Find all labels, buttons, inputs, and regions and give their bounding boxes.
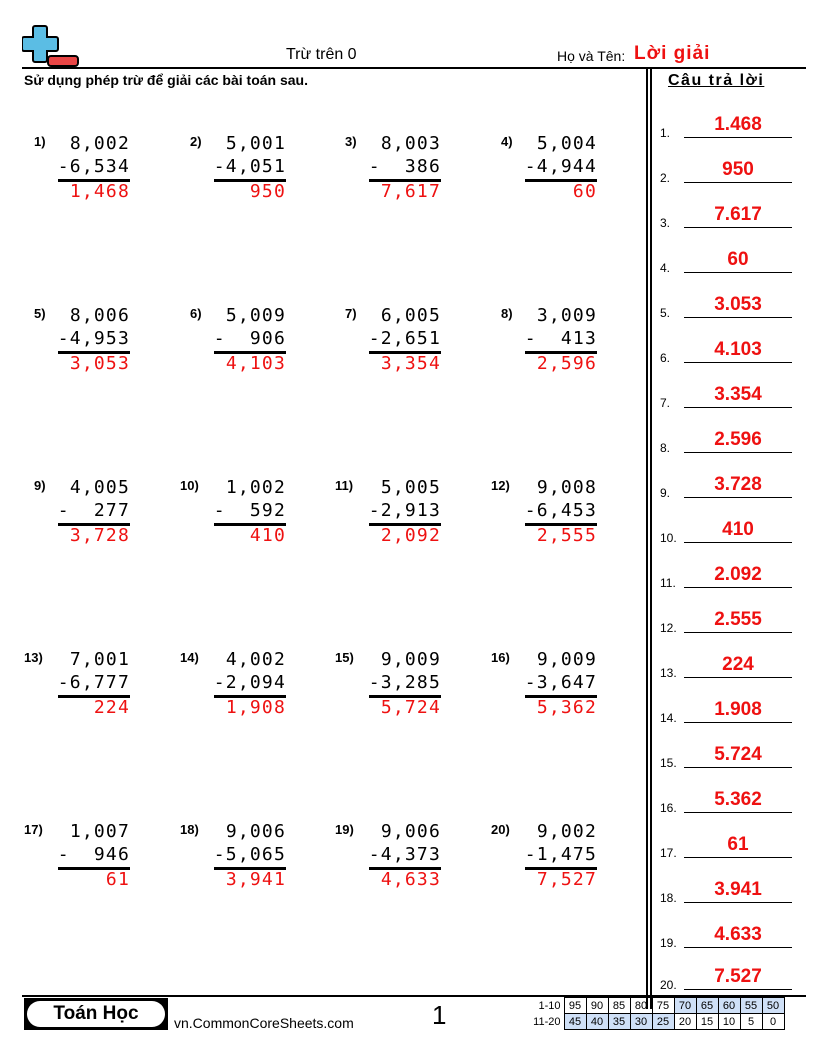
difference: 1,908 xyxy=(225,697,286,718)
problem xyxy=(34,128,130,218)
problem-number: 10) xyxy=(180,478,199,493)
score-cell: 15 xyxy=(696,1014,718,1030)
problem xyxy=(180,472,286,562)
score-row xyxy=(528,998,784,1014)
answer-row xyxy=(660,650,794,680)
score-cell: 95 xyxy=(564,998,586,1014)
score-table xyxy=(528,997,785,1030)
problem xyxy=(34,472,130,562)
score-row xyxy=(528,1014,784,1030)
page-number: 1 xyxy=(432,1000,447,1030)
subtrahend: -2,094 xyxy=(213,672,286,693)
answer-row xyxy=(660,200,794,230)
minuend: 8,006 xyxy=(69,305,130,326)
score-cell: 30 xyxy=(630,1014,652,1030)
minuend: 7,001 xyxy=(69,649,130,670)
answer-value: 4.633 xyxy=(714,924,762,945)
minuend: 4,005 xyxy=(69,477,130,498)
answer-number: 17. xyxy=(660,846,677,860)
problem xyxy=(345,300,441,390)
answer-row xyxy=(660,290,794,320)
answer-number: 13. xyxy=(660,666,677,680)
problem xyxy=(34,300,130,390)
minuend: 1,007 xyxy=(69,821,130,842)
subject-badge-label: Toán Học xyxy=(27,1001,165,1027)
answer-number: 1. xyxy=(660,126,671,140)
answer-number: 20. xyxy=(660,978,677,992)
subtrahend: - 592 xyxy=(213,500,286,521)
answer-number: 9. xyxy=(660,486,671,500)
difference: 3,941 xyxy=(225,869,286,890)
problem xyxy=(180,644,286,734)
minuend: 9,009 xyxy=(536,649,597,670)
answer-row xyxy=(660,830,794,860)
difference: 7,527 xyxy=(536,869,597,890)
subtrahend: - 277 xyxy=(57,500,130,521)
problem-number: 18) xyxy=(180,822,199,837)
answer-row xyxy=(660,245,794,275)
score-cell: 75 xyxy=(652,998,674,1014)
answer-value: 3.728 xyxy=(714,474,762,495)
answer-number: 18. xyxy=(660,891,677,905)
answer-line xyxy=(684,989,792,991)
answer-number: 4. xyxy=(660,261,671,275)
difference: 3,354 xyxy=(380,353,441,374)
answer-number: 5. xyxy=(660,306,671,320)
answer-column-divider xyxy=(646,69,652,1009)
difference: 5,724 xyxy=(380,697,441,718)
answer-row xyxy=(660,560,794,590)
answer-line xyxy=(684,722,792,724)
site-url: vn.CommonCoreSheets.com xyxy=(174,1015,354,1031)
minuend: 5,009 xyxy=(225,305,286,326)
answer-row xyxy=(660,605,794,635)
problem xyxy=(501,300,597,390)
problem xyxy=(335,644,441,734)
problem-number: 14) xyxy=(180,650,199,665)
difference: 7,617 xyxy=(380,181,441,202)
answer-value: 224 xyxy=(722,654,754,675)
subtrahend: - 386 xyxy=(368,156,441,177)
minuend: 9,006 xyxy=(225,821,286,842)
answer-number: 6. xyxy=(660,351,671,365)
score-cell: 5 xyxy=(740,1014,762,1030)
answer-line xyxy=(684,677,792,679)
subtrahend: -3,285 xyxy=(368,672,441,693)
minuend: 8,002 xyxy=(69,133,130,154)
problem-number: 1) xyxy=(34,134,46,149)
difference: 3,728 xyxy=(69,525,130,546)
score-cell: 50 xyxy=(762,998,784,1014)
problem xyxy=(335,816,441,906)
answer-value: 410 xyxy=(722,519,754,540)
answer-value: 61 xyxy=(727,834,749,855)
worksheet-title: Trừ trên 0 xyxy=(286,46,357,63)
answer-value: 1.468 xyxy=(714,114,762,135)
name-label: Họ và Tên: xyxy=(557,48,626,64)
problem-number: 15) xyxy=(335,650,354,665)
answer-line xyxy=(684,452,792,454)
problem xyxy=(335,472,441,562)
answer-line xyxy=(684,272,792,274)
problem xyxy=(24,816,130,906)
problem-number: 11) xyxy=(335,478,354,493)
problem-number: 9) xyxy=(34,478,46,493)
answer-row xyxy=(660,695,794,725)
subtrahend: -4,051 xyxy=(213,156,286,177)
score-cell: 90 xyxy=(586,998,608,1014)
answer-row xyxy=(660,155,794,185)
answer-value: 60 xyxy=(727,249,749,270)
minuend: 5,001 xyxy=(225,133,286,154)
answer-line xyxy=(684,227,792,229)
score-cell: 65 xyxy=(696,998,718,1014)
subtrahend: -5,065 xyxy=(213,844,286,865)
answer-key-header: Câu trả lời xyxy=(668,72,765,89)
problem xyxy=(491,644,597,734)
score-cell: 70 xyxy=(674,998,696,1014)
answer-line xyxy=(684,947,792,949)
problem-number: 5) xyxy=(34,306,46,321)
subtrahend: -1,475 xyxy=(524,844,597,865)
answer-value: 950 xyxy=(722,159,754,180)
answer-row xyxy=(660,380,794,410)
score-cell: 0 xyxy=(762,1014,784,1030)
score-cell: 60 xyxy=(718,998,740,1014)
subtrahend: -2,651 xyxy=(368,328,441,349)
answer-number: 11. xyxy=(660,576,676,590)
answer-value: 4.103 xyxy=(714,339,762,360)
score-cell: 45 xyxy=(564,1014,586,1030)
answer-line xyxy=(684,137,792,139)
minuend: 4,002 xyxy=(225,649,286,670)
problem xyxy=(501,128,597,218)
difference: 410 xyxy=(249,525,286,546)
minuend: 9,006 xyxy=(380,821,441,842)
minuend: 3,009 xyxy=(536,305,597,326)
answer-value: 7.527 xyxy=(714,966,762,987)
difference: 2,555 xyxy=(536,525,597,546)
subtrahend: -6,777 xyxy=(57,672,130,693)
answer-line xyxy=(684,632,792,634)
subtrahend: - 413 xyxy=(524,328,597,349)
difference: 4,103 xyxy=(225,353,286,374)
answer-line xyxy=(684,542,792,544)
answer-number: 14. xyxy=(660,711,677,725)
answer-row xyxy=(660,785,794,815)
answer-line xyxy=(684,362,792,364)
answer-line xyxy=(684,767,792,769)
difference: 1,468 xyxy=(69,181,130,202)
difference: 2,092 xyxy=(380,525,441,546)
difference: 2,596 xyxy=(536,353,597,374)
score-cell: 85 xyxy=(608,998,630,1014)
minuend: 1,002 xyxy=(225,477,286,498)
answer-value: 1.908 xyxy=(714,699,762,720)
minuend: 5,004 xyxy=(536,133,597,154)
problem-number: 13) xyxy=(24,650,43,665)
answer-row xyxy=(660,470,794,500)
difference: 950 xyxy=(249,181,286,202)
answer-row xyxy=(660,515,794,545)
logo-plus-minus-icon xyxy=(22,24,80,68)
answer-line xyxy=(684,407,792,409)
minuend: 6,005 xyxy=(380,305,441,326)
score-cell: 25 xyxy=(652,1014,674,1030)
answer-value: 2.596 xyxy=(714,429,762,450)
minuend: 5,005 xyxy=(380,477,441,498)
subtrahend: -4,373 xyxy=(368,844,441,865)
difference: 4,633 xyxy=(380,869,441,890)
name-value: Lời giải xyxy=(634,43,711,64)
answer-value: 3.053 xyxy=(714,294,762,315)
subtrahend: -6,453 xyxy=(524,500,597,521)
answer-number: 19. xyxy=(660,936,677,950)
answer-line xyxy=(684,587,792,589)
subtrahend: -4,944 xyxy=(524,156,597,177)
score-cell: 20 xyxy=(674,1014,696,1030)
answer-number: 3. xyxy=(660,216,671,230)
answer-number: 12. xyxy=(660,621,677,635)
problem-number: 7) xyxy=(345,306,357,321)
header-divider xyxy=(22,67,806,69)
answer-row xyxy=(660,740,794,770)
answer-value: 7.617 xyxy=(714,204,762,225)
answer-value: 2.555 xyxy=(714,609,762,630)
problem xyxy=(190,128,286,218)
problem xyxy=(190,300,286,390)
minuend: 9,002 xyxy=(536,821,597,842)
answer-number: 16. xyxy=(660,801,677,815)
subtrahend: -3,647 xyxy=(524,672,597,693)
problem-number: 16) xyxy=(491,650,510,665)
score-cell: 40 xyxy=(586,1014,608,1030)
answer-row xyxy=(660,110,794,140)
answer-value: 5.362 xyxy=(714,789,762,810)
answer-row xyxy=(660,962,794,992)
subtrahend: - 946 xyxy=(57,844,130,865)
problem-number: 17) xyxy=(24,822,43,837)
problem xyxy=(491,472,597,562)
subtrahend: -6,534 xyxy=(57,156,130,177)
difference: 224 xyxy=(93,697,130,718)
problem xyxy=(491,816,597,906)
score-cell: 55 xyxy=(740,998,762,1014)
answer-row xyxy=(660,920,794,950)
answer-row xyxy=(660,425,794,455)
answer-value: 3.354 xyxy=(714,384,762,405)
minuend: 9,009 xyxy=(380,649,441,670)
problem-number: 19) xyxy=(335,822,354,837)
problem-number: 4) xyxy=(501,134,513,149)
problem-number: 6) xyxy=(190,306,202,321)
score-cell: 35 xyxy=(608,1014,630,1030)
answer-line xyxy=(684,497,792,499)
answer-value: 2.092 xyxy=(714,564,762,585)
answer-number: 7. xyxy=(660,396,671,410)
answer-number: 2. xyxy=(660,171,671,185)
problem-number: 20) xyxy=(491,822,510,837)
answer-line xyxy=(684,182,792,184)
difference: 61 xyxy=(105,869,130,890)
answer-row xyxy=(660,875,794,905)
problem-number: 12) xyxy=(491,478,510,493)
problem-number: 3) xyxy=(345,134,357,149)
answer-line xyxy=(684,317,792,319)
score-row-label: 1-10 xyxy=(538,999,561,1012)
difference: 3,053 xyxy=(69,353,130,374)
minuend: 8,003 xyxy=(380,133,441,154)
minuend: 9,008 xyxy=(536,477,597,498)
answer-value: 3.941 xyxy=(714,879,762,900)
instructions: Sử dụng phép trừ để giải các bài toán sau. xyxy=(24,72,308,88)
problem xyxy=(345,128,441,218)
answer-row xyxy=(660,335,794,365)
difference: 60 xyxy=(572,181,597,202)
answer-line xyxy=(684,902,792,904)
score-cell: 10 xyxy=(718,1014,740,1030)
answer-line xyxy=(684,812,792,814)
problem xyxy=(180,816,286,906)
problem-number: 8) xyxy=(501,306,513,321)
score-row-label: 11-20 xyxy=(533,1015,561,1028)
score-cell: 80 xyxy=(630,998,652,1014)
subtrahend: - 906 xyxy=(213,328,286,349)
answer-value: 5.724 xyxy=(714,744,762,765)
subtrahend: -4,953 xyxy=(57,328,130,349)
answer-line xyxy=(684,857,792,859)
problem xyxy=(24,644,130,734)
answer-number: 10. xyxy=(660,531,677,545)
answer-number: 8. xyxy=(660,441,671,455)
difference: 5,362 xyxy=(536,697,597,718)
problem-number: 2) xyxy=(190,134,202,149)
answer-number: 15. xyxy=(660,756,677,770)
subject-badge xyxy=(24,998,168,1030)
subtrahend: -2,913 xyxy=(368,500,441,521)
